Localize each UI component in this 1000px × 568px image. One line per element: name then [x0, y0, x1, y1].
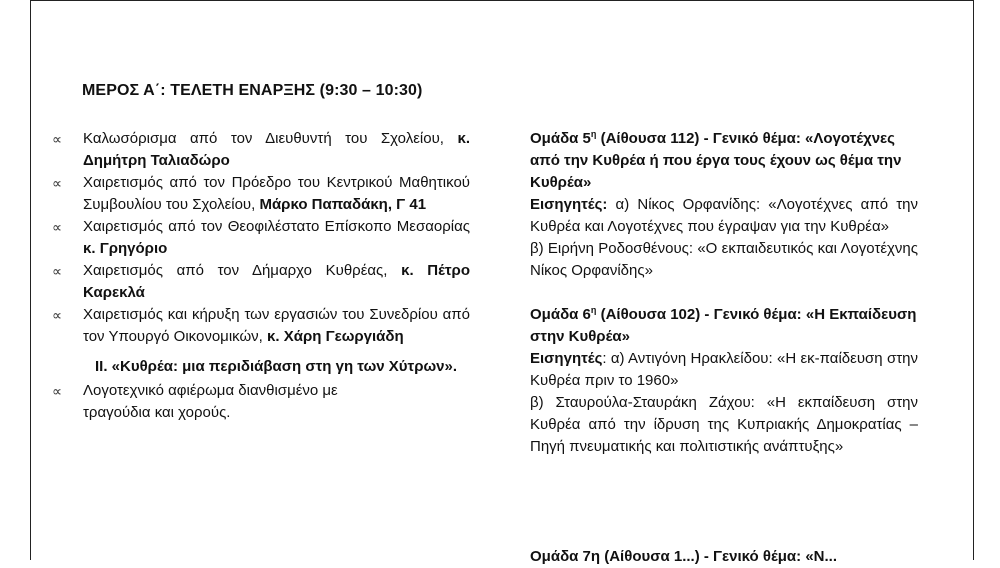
leaf-ornament-icon: ∝: [52, 132, 63, 148]
section-b-title: ΙΙ. «Κυθρέα: μια περιδιάβαση στη γη των Χύτρων».: [95, 358, 457, 375]
list-item: [52, 216, 470, 260]
group-speaker-b: β) Ειρήνη Ροδοσθένους: «Ο εκπαιδευτικός και Λογοτέχνης Νίκος Ορφανίδης»: [530, 240, 918, 279]
list-item-text: Λογοτεχνικό αφιέρωμα διανθισμένο με τραγούδια και χορούς.: [83, 382, 338, 421]
group-5: [530, 128, 918, 282]
leaf-ornament-icon: ∝: [52, 384, 63, 400]
list-item: [52, 380, 470, 424]
list-item: [52, 304, 470, 348]
list-item-name: κ. Χάρη Γεωργιάδη: [267, 328, 404, 345]
group-title: Ομάδα $6^\eta$ (Αίθουσα 102) - Γενικό θέμα: «Η Εκπαίδευση στην Κυθρέα»: [530, 305, 917, 345]
cut-off-line: Ομάδα 7η (Αίθουσα 1...) - Γενικό θέμα: «Ν...: [530, 548, 837, 565]
list-item-name: κ. Γρηγόριο: [83, 240, 168, 257]
group-speakers: Εισηγητές: α) Νίκος Ορφανίδης: «Λογοτέχνες από την Κυθρέα και Λογοτέχνες που έγραψαν για την Κυθρέα»: [530, 196, 918, 235]
right-column: [530, 128, 918, 565]
leaf-ornament-icon: ∝: [52, 220, 63, 236]
section-a-title: ΜΕΡΟΣ Α΄: ΤΕΛΕΤΗ ΕΝΑΡΞΗΣ (9:30 – 10:30): [82, 82, 423, 99]
group-title: Ομάδα $5^\eta$ (Αίθουσα 112) - Γενικό θέμα: «Λογοτέχνες από την Κυθρέα ή που έργα τους έχουν ως θέμα την Κυθρέα»: [530, 129, 902, 191]
list-item-name: κ. Δημήτρη Ταλιαδώρο: [83, 130, 470, 169]
leaf-ornament-icon: ∝: [52, 264, 63, 280]
list-item-text: Χαιρετισμός και κήρυξη των εργασιών του Συνεδρίου από τον Υπουργό Οικονομικών,: [83, 306, 470, 345]
list-item: [52, 260, 470, 304]
group-6: [530, 304, 918, 458]
left-column: [52, 128, 470, 424]
list-item-text: Χαιρετισμός από τον Δήμαρχο Κυθρέας,: [83, 262, 388, 279]
group-speakers: Εισηγητές: α) Αντιγόνη Ηρακλείδου: «Η εκ-παίδευση στην Κυθρέα πριν το 1960»: [530, 350, 918, 389]
leaf-ornament-icon: ∝: [52, 176, 63, 192]
list-item: [52, 128, 470, 172]
list-item-text: Καλωσόρισμα από τον Διευθυντή του Σχολείου,: [83, 130, 444, 147]
leaf-ornament-icon: ∝: [52, 308, 63, 324]
list-item-text: Χαιρετισμός από τον Θεοφιλέστατο Επίσκοπο Μεσαορίας: [83, 218, 470, 235]
group-speaker-b: β) Σταυρούλα-Σταυράκη Ζάχου: «Η εκπαίδευση στην Κυθρέα από την ίδρυση της Κυπριακής Δημοκρατίας – Πηγή πνευματικής και πολιτιστικής ανάπτυξης»: [530, 394, 918, 455]
list-item-name: κ. Πέτρο Καρεκλά: [83, 262, 470, 301]
list-item-name: Μάρκο Παπαδάκη, Γ 41: [259, 196, 427, 213]
list-item-text: Χαιρετισμός από τον Πρόεδρο του Κεντρικού Μαθητικού Συμβουλίου του Σχολείου,: [83, 174, 470, 213]
list-item: [52, 172, 470, 216]
